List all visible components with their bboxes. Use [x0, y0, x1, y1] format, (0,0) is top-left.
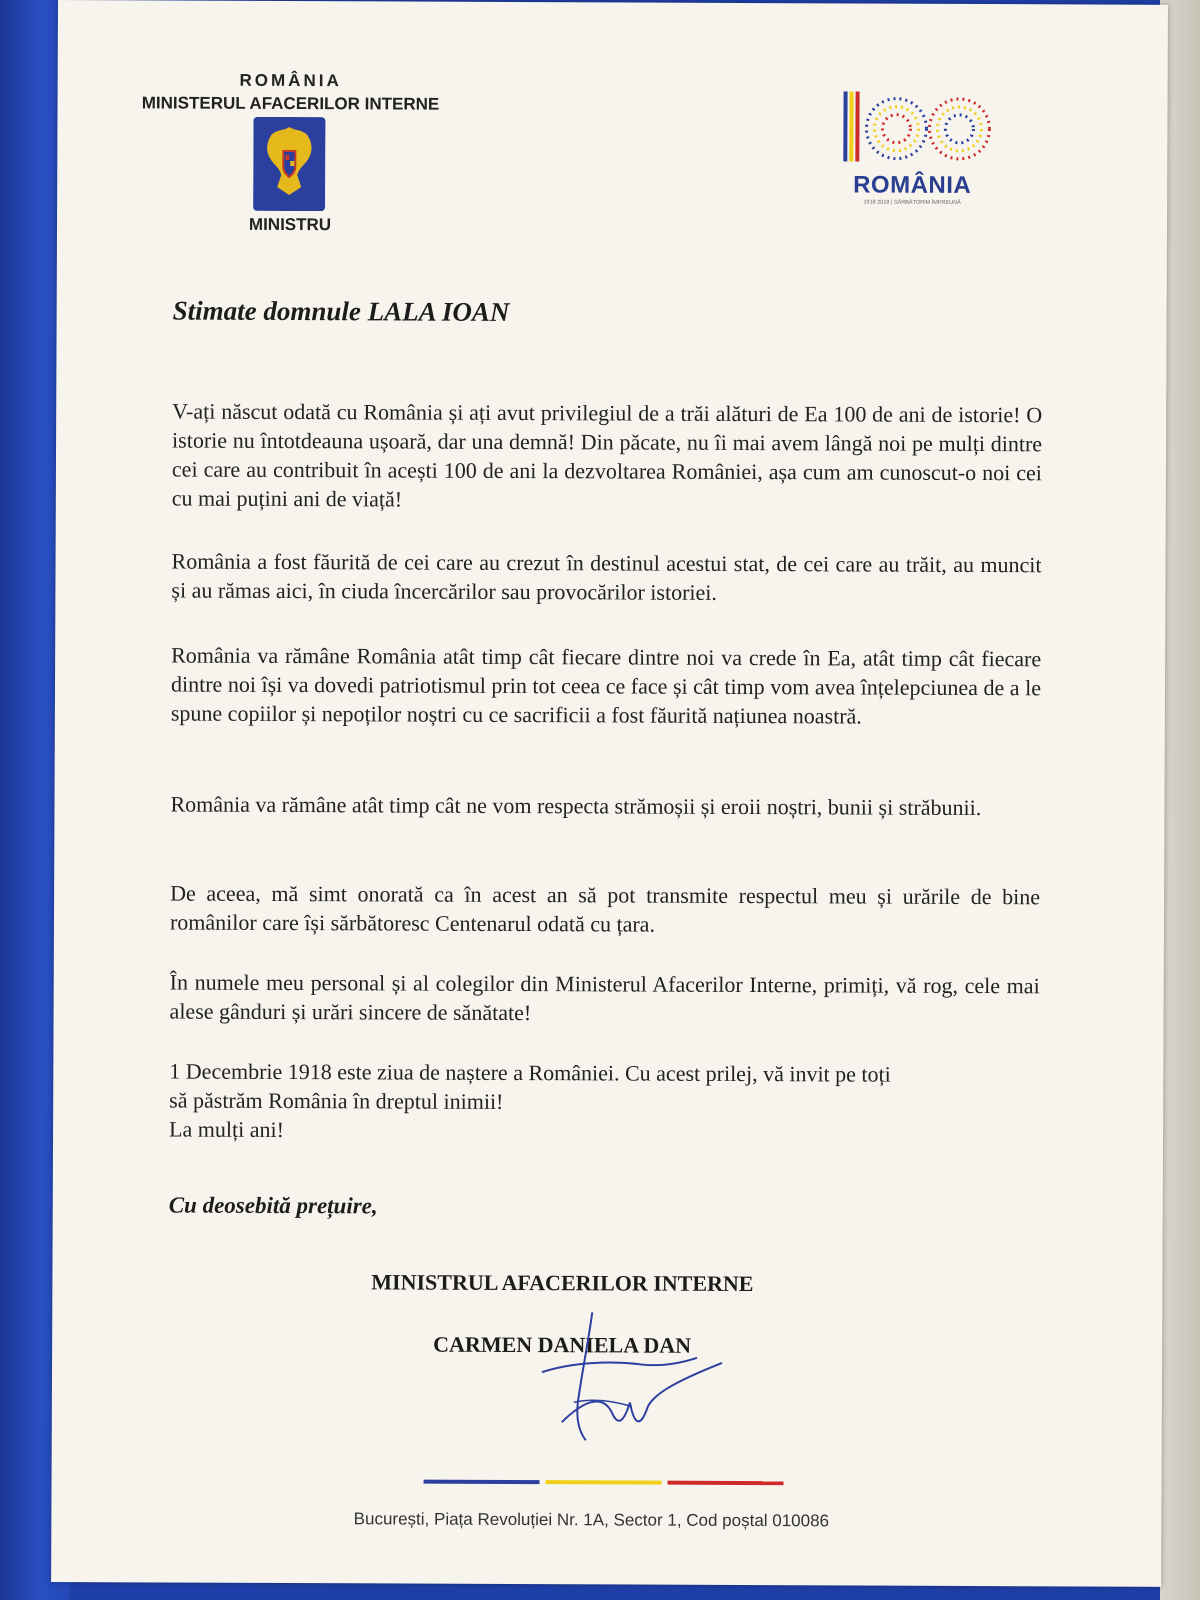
letter-final-paragraph [169, 1056, 1039, 1147]
letter-paragraph: În numele meu personal și al colegilor din Ministerul Afacerilor Interne, primiți, vă rog, cele mai alese gânduri și urări sincere de sănătate! [169, 969, 1040, 1026]
tricolor-divider [424, 1480, 784, 1486]
letter-paragraph: România a fost făurită de cei care au crezut în destinul acestui stat, de cei care au trăit, au muncit și au rămas aici, în ciuda încercărilor sau provocărilor istoriei. [171, 548, 1042, 605]
final-line: La mulți ani! [169, 1116, 284, 1142]
signer-title: MINISTRUL AFACERILOR INTERNE [371, 1269, 754, 1297]
letter-page [51, 0, 1168, 1587]
footer-address: București, Piața Revoluției Nr. 1A, Sector 1, Cod poștal 010086 [353, 1509, 830, 1531]
header-office: MINISTRU [248, 214, 332, 235]
letter-paragraph: România va rămâne atât timp cât ne vom respecta strămoșii și eroii noștri, bunii și străbunii. [170, 791, 982, 821]
letter-paragraph: De aceea, mă simt onorată ca în acest an să pot transmite respectul meu și urările de bine românilor care își sărbătoresc Centenarul odată cu țara. [169, 880, 1041, 937]
letter-salutation: Stimate domnule LALA IOAN [172, 295, 510, 327]
header-ministry: MINISTERUL AFACERILOR INTERNE [141, 93, 440, 114]
letter-closing: Cu deosebită prețuire, [168, 1192, 378, 1219]
romanian-coat-of-arms-icon [253, 117, 325, 211]
tricolor-yellow-bar [546, 1480, 662, 1485]
tricolor-blue-bar [424, 1480, 540, 1485]
final-line: să păstrăm România în dreptul inimii! [169, 1087, 504, 1114]
centenar-logo-word: ROMÂNIA [853, 171, 972, 199]
final-line: 1 Decembrie 1918 este ziua de naștere a României. Cu acest prilej, vă invit pe toți [169, 1058, 891, 1087]
tricolor-red-bar [668, 1481, 784, 1486]
header-country: ROMÂNIA [239, 70, 342, 91]
centenar-logo-subtitle: 1918 2018 | SĂRBĂTORIM ÎMPREUNĂ [863, 199, 961, 206]
letter-paragraph: România va rămâne România atât timp cât fiecare dintre noi va crede în Ea, atât timp cât fiecare dintre noi își va dovedi patriotismul prin tot ceea ce face și cât timp vom avea înțelepciunea de a le spune copiilor și nepoților noștri cu ce sacrificii a fost făurită națiunea noastră. [170, 642, 1042, 729]
signer-name: CARMEN DANIELA DAN [433, 1331, 692, 1358]
handwritten-signature [522, 1302, 753, 1453]
letter-paragraph: V-ați născut odată cu România și ați avut privilegiul de a trăi alături de Ea 100 de ani de istorie! O istorie nu întotdeauna ușoară, dar una demnă! Din păcate, nu îi mai avem lângă noi pe mulți dintre cei care au contribuit în acești 100 de ani la dezvoltarea României, așa cum am cunoscut-o noi cei cu mai puțini ani de viață! [171, 398, 1043, 512]
